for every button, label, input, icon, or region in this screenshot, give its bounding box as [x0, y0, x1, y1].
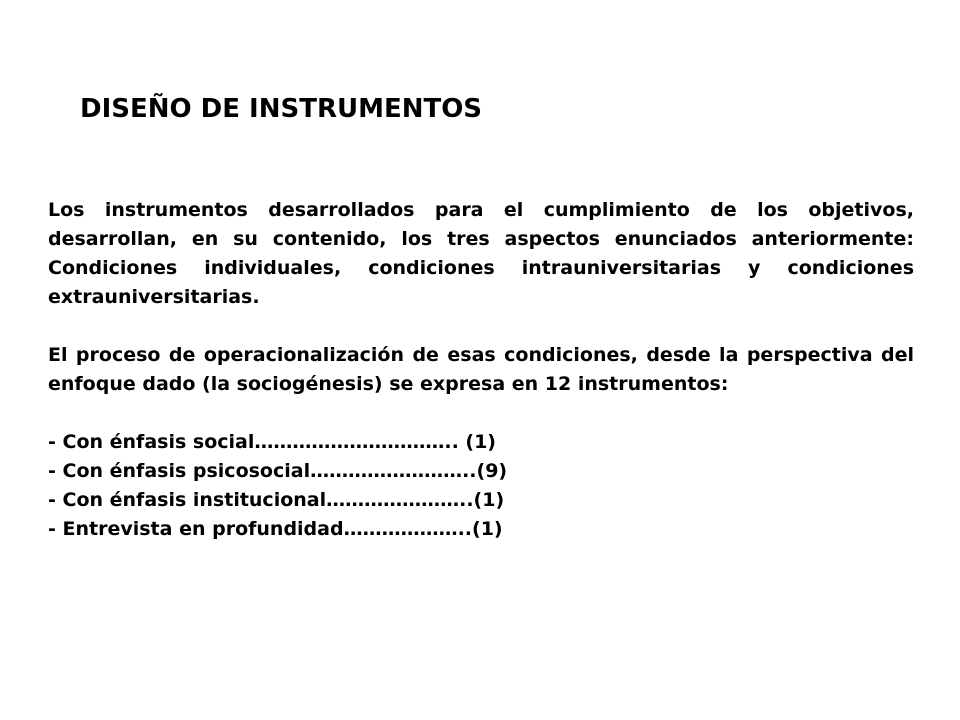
- instrument-list: [48, 428, 914, 544]
- paragraph-instruments-intro: Los instrumentos desarrollados para el cumplimiento de los objetivos, desarrollan, en su contenido, los tres aspectos enunciados anteriormente: Condiciones individuales, condiciones intrauniversitarias y condiciones extrauniversitarias.: [48, 199, 914, 308]
- list-item: - Con énfasis social………………………….. (1): [48, 431, 496, 453]
- slide-body: [48, 196, 914, 544]
- list-item: - Entrevista en profundidad………………..(1): [48, 518, 503, 540]
- list-item: - Con énfasis institucional…………………..(1): [48, 489, 505, 511]
- list-item: - Con énfasis psicosocial……………………..(9): [48, 460, 508, 482]
- slide-title: DISEÑO DE INSTRUMENTOS: [80, 94, 483, 124]
- paragraph-operationalization: El proceso de operacionalización de esas condiciones, desde la perspectiva del enfoque dado (la sociogénesis) se expresa en 12 instrumentos:: [48, 344, 914, 395]
